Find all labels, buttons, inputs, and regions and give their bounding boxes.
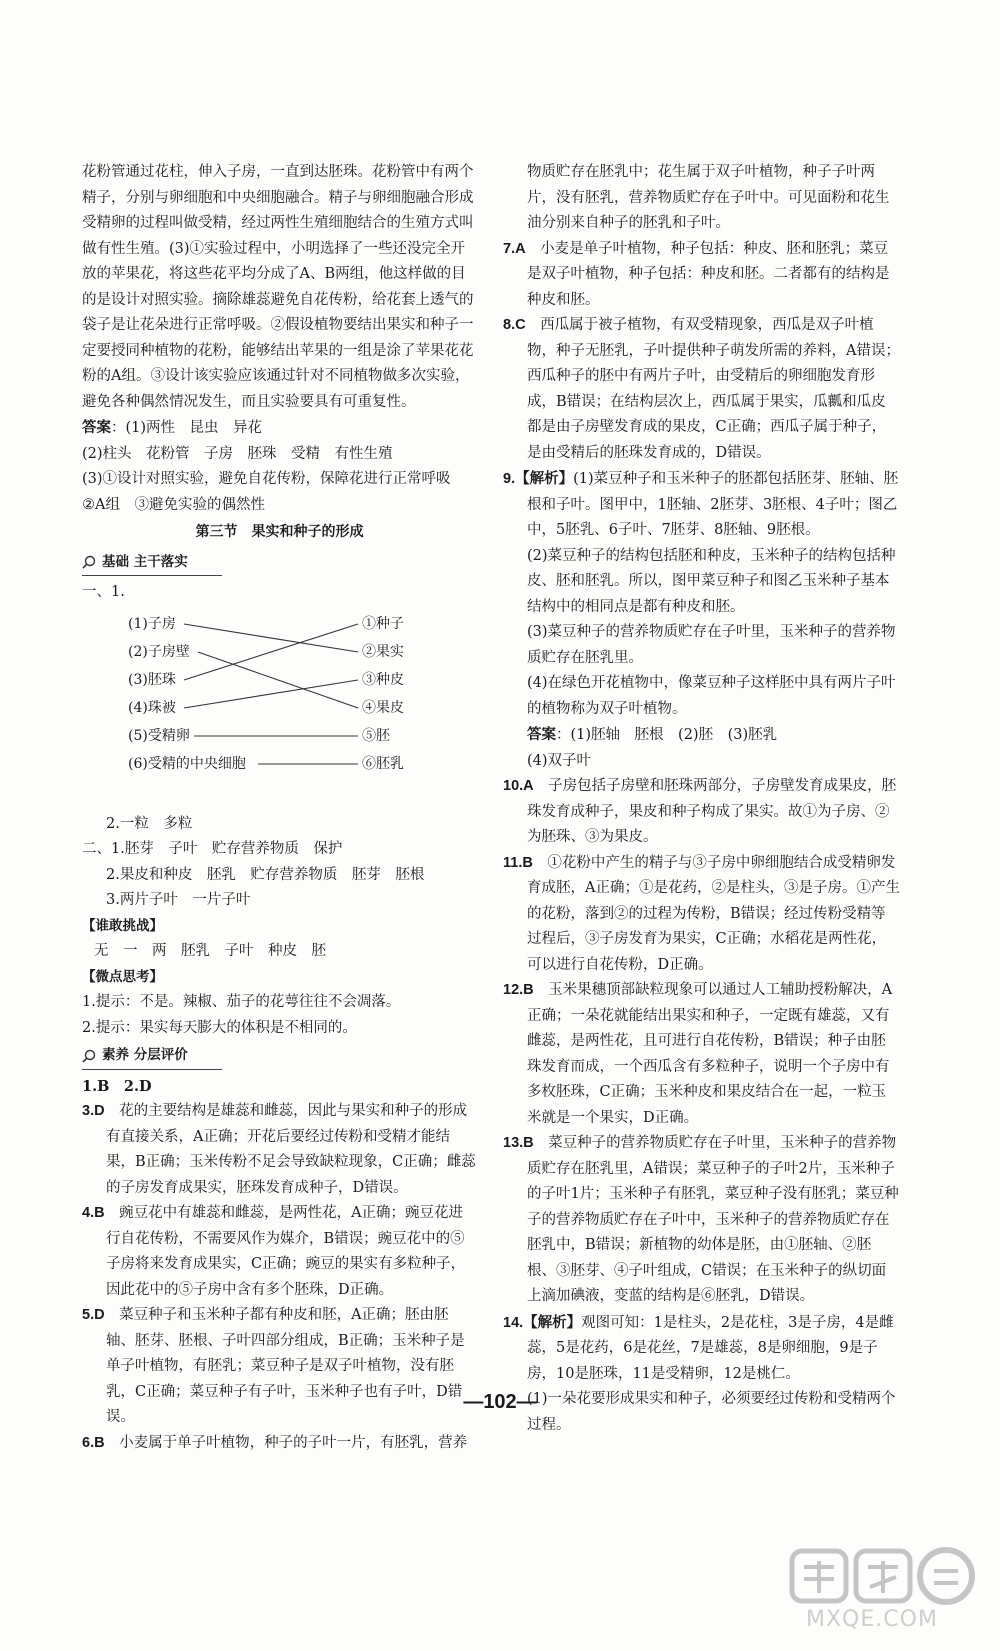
match-line xyxy=(184,624,358,652)
section-band-basic: 基础 主干落实 xyxy=(82,550,222,577)
explanation-item: 11.B ①花粉中产生的精子与③子房中卵细胞结合成受精卵发育成胚，A正确；①是花药，②是柱头，③是子房。①产生的花粉，落到②的过程为传粉，B错误；经过传粉受精等过程后，③子房发育为果实，C正确；水稻花是两性花，可以进行自花传粉，D正确。 xyxy=(503,854,900,973)
challenge-answer: 无 一 两 胚乳 子叶 种皮 胚 xyxy=(94,943,326,959)
match-line xyxy=(184,680,358,708)
think-item: 1.提示：不是。辣椒、茄子的花萼往往不会凋落。 xyxy=(82,994,401,1010)
continuation-paragraph: 花粉管通过花柱，伸入子房，一直到达胚珠。花粉管中有两个精子，分别与卵细胞和中央细胞融合。精子与卵细胞融合形成受精卵的过程叫做受精，经过两性生殖细胞结合的生殖方式叫做有性生殖。(3)①实验过程中，小明选择了一些还没完全开放的苹果花，将这些花平均分成了A、B两组，他这样做的目的是设计对照实验。摘除雄蕊避免自花传粉，给花套上透气的袋子是让花朵进行正常呼吸。②假设植物要结出果实和种子一定要授同种植物的花粉，能够结出苹果的一组是涂了苹果花花粉的A组。③设计该实验应该通过针对不同植物做多次实验，避免各种偶然情况发生，而且实验要具有可重复性。 xyxy=(82,164,474,410)
section-band-evaluation: 素养 分层评价 xyxy=(82,1043,222,1070)
explanation-item: 7.A 小麦是单子叶植物，种子包括：种皮、胚和胚乳；菜豆是双子叶植物，种子包括：种皮和胚。二者都有的结构是种皮和胚。 xyxy=(503,240,890,308)
answer-line: ②A组 ③避免实验的偶然性 xyxy=(82,496,265,513)
answer-circle-logo-icon xyxy=(786,1543,981,1609)
magnifier-icon xyxy=(82,1049,96,1063)
answer-line: 答案：(1)两性 昆虫 异花 xyxy=(82,419,263,436)
match-right-item: ②果实 xyxy=(362,643,404,660)
page-number: —102— xyxy=(463,1391,537,1413)
explanation-item: 5.D 菜豆种子和玉米种子都有种皮和胚，A正确；胚由胚轴、胚芽、胚根、子叶四部分组成，B正确；玉米种子是单子叶植物，有胚乳；菜豆种子是双子叶植物，没有胚乳，C正确；菜豆种子有子叶，玉米种子也有子叶，D错误。 xyxy=(82,1307,465,1425)
continuation-paragraph: 物质贮存在胚乳中；花生属于双子叶植物，种子子叶两片，没有胚乳，营养物质贮存在子叶中。可见面粉和花生油分别来自种子的胚乳和子叶。 xyxy=(527,164,890,231)
explanation-item: 9.【解析】(1)菜豆种子和玉米种子的胚都包括胚芽、胚轴、胚根和子叶。图甲中，1胚轴、2胚芽、3胚根、4子叶；图乙中，5胚乳、6子叶、7胚芽、8胚轴、9胚根。 xyxy=(503,470,899,538)
explanation-paragraph: (3)菜豆种子的营养物质贮存在子叶里，玉米种子的营养物质贮存在胚乳里。 xyxy=(527,624,896,666)
explanation-item: 4.B 豌豆花中有雄蕊和雌蕊，是两性花，A正确；豌豆花进行自花传粉，不需要风作为媒介，B错误；豌豆花中的⑤子房将来发育成果实，C正确；豌豆的果实有多粒种子，因此花中的⑤子房中含有多个胚珠，D正确。 xyxy=(82,1205,466,1298)
explanation-paragraph: (2)菜豆种子的结构包括胚和种皮，玉米种子的结构包括种皮、胚和胚乳。所以，图甲菜豆种子和图乙玉米种子基本结构中的相同点是都有种皮和胚。 xyxy=(527,547,896,615)
match-left-item: (4)珠被 xyxy=(128,699,176,716)
answer-line: 答案：(1)胚轴 胚根 (2)胚 (3)胚乳 xyxy=(527,726,778,743)
right-column xyxy=(503,160,900,1438)
match-right-item: ⑥胚乳 xyxy=(362,755,404,772)
section-title: 第三节 果实和种子的形成 xyxy=(195,524,364,540)
magnifier-icon xyxy=(82,555,96,569)
question-label: 一、1. xyxy=(82,584,125,600)
match-left-item: (6)受精的中央细胞 xyxy=(128,755,246,772)
explanation-item: 10.A 子房包括子房壁和胚珠两部分，子房壁发育成果皮，胚珠发育成种子，果皮和种子构成了果实。故①为子房、②为胚珠、③为果皮。 xyxy=(503,778,897,845)
explanation-item: 8.C 西瓜属于被子植物，有双受精现象，西瓜是双子叶植物，种子无胚乳，子叶提供种子萌发所需的养料，A错误；西瓜种子的胚中有两片子叶，由受精后的卵细胞发育形成，B错误；在结构层次上，西瓜属于果实，瓜瓤和瓜皮都是由子房壁发育成的果皮，C正确；西瓜子属于种子，是由受精后的胚珠发育成的，D错误。 xyxy=(503,317,900,461)
watermark-text: MXQE.COM xyxy=(806,1607,938,1632)
explanation-item: 14.【解析】观图可知：1是柱头，2是花柱，3是子房，4是雌蕊，5是花药，6是花丝，7是雄蕊，8是卵细胞，9是子房，10是胚珠，11是受精卵，12是桃仁。 xyxy=(503,1313,894,1382)
explanation-item: 3.D 花的主要结构是雄蕊和雌蕊，因此与果实和种子的形成有直接关系，A正确；开花后要经过传粉和受精才能结果，B正确；玉米传粉不足会导致缺粒现象，C正确；雌蕊的子房发育成果实，胚珠发育成种子，D错误。 xyxy=(82,1103,476,1196)
answer-line: (2)柱头 花粉管 子房 胚珠 受精 有性生殖 xyxy=(82,445,393,462)
answer-line: 二、1.胚芽 子叶 贮存营养物质 保护 xyxy=(82,841,343,857)
answer-line: 1.B 2.D xyxy=(82,1077,152,1095)
match-right-item: ④果皮 xyxy=(362,699,404,716)
match-line xyxy=(198,652,358,708)
answer-label: 答案 xyxy=(82,419,111,436)
explanation-item: 12.B 玉米果穗顶部缺粒现象可以通过人工辅助授粉解决，A正确；一朵花就能结出果实和种子，一定既有雄蕊，又有雌蕊，是两性花，且可进行自花传粉，B错误；种子由胚珠发育而成，一个西瓜含有多粒种子，说明一个子房中有多枚胚珠，C正确；玉米种皮和果皮结合在一起，一粒玉米就是一个果实，D正确。 xyxy=(503,982,893,1126)
match-left-item: (5)受精卵 xyxy=(128,727,190,744)
matching-diagram xyxy=(82,610,477,806)
match-left-item: (1)子房 xyxy=(128,615,176,632)
answer-line: (4)双子叶 xyxy=(527,752,592,769)
match-left-item: (3)胚珠 xyxy=(128,671,176,688)
think-heading: 【微点思考】 xyxy=(82,968,163,985)
answer-line: 2.一粒 多粒 xyxy=(106,815,193,832)
explanation-item: 6.B 小麦属于单子叶植物，种子的子叶一片，有胚乳，营养 xyxy=(82,1434,468,1451)
match-right-item: ⑤胚 xyxy=(362,727,390,744)
match-left-item: (2)子房壁 xyxy=(128,643,190,660)
watermark-logo xyxy=(786,1543,981,1643)
explanation-paragraph: (1)一朵花要形成果实和种子，必须要经过传粉和受精两个过程。 xyxy=(527,1391,896,1433)
left-column xyxy=(82,160,477,1456)
think-item: 2.提示：果实每天膨大的体积是不相同的。 xyxy=(82,1019,357,1036)
answer-line: (3)①设计对照实验，避免自花传粉，保障花进行正常呼吸 xyxy=(82,471,451,487)
match-right-item: ③种皮 xyxy=(362,671,404,688)
answer-line: 2.果皮和种皮 胚乳 贮存营养物质 胚芽 胚根 xyxy=(106,866,425,883)
match-right-item: ①种子 xyxy=(362,615,404,632)
matching-lines xyxy=(82,610,477,806)
match-line xyxy=(184,624,358,680)
explanation-item: 13.B 菜豆种子的营养物质贮存在子叶里，玉米种子的营养物质贮存在胚乳里，A错误；菜豆种子的子叶2片，玉米种子的子叶1片；玉米种子有胚乳，菜豆种子没有胚乳；菜豆种子的营养物质贮存在子叶中，玉米种子的营养物质贮存在胚乳中，B错误；新植物的幼体是胚，由①胚轴、②胚根、③胚芽、④子叶组成，C错误；在玉米种子的纵切面上滴加碘液，变蓝的结构是⑥胚乳，D错误。 xyxy=(503,1135,899,1304)
challenge-heading: 【谁敢挑战】 xyxy=(82,917,163,934)
answer-line: 3.两片子叶 一片子叶 xyxy=(106,892,251,908)
explanation-paragraph: (4)在绿色开花植物中，像菜豆种子这样胚中具有两片子叶的植物称为双子叶植物。 xyxy=(527,675,896,717)
